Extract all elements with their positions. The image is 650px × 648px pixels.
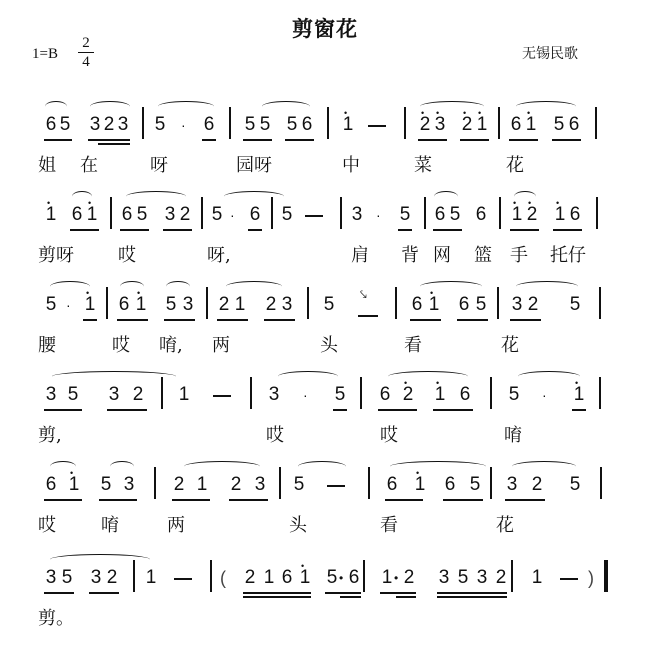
lyric: 哎 — [38, 515, 56, 536]
note: 6 — [203, 114, 215, 135]
note: 6 — [348, 567, 360, 588]
lyric: 肩 — [351, 245, 369, 266]
note: 5 — [457, 567, 469, 588]
time-signature — [78, 34, 94, 71]
note: 1 — [145, 567, 157, 588]
note: 6 — [301, 114, 313, 135]
note: • 1 — [44, 205, 58, 225]
lyric: 腰 — [38, 335, 56, 356]
key-signature: 1=B — [32, 46, 58, 62]
lyric: 剪。 — [38, 608, 74, 629]
lyric: 哎 — [118, 245, 136, 266]
note: 2 — [403, 567, 415, 588]
note: 6 — [458, 294, 470, 315]
note: 6 — [475, 204, 487, 225]
lyric: 花 — [506, 155, 524, 176]
note: 6 — [281, 567, 293, 588]
lyric: 网 — [433, 245, 451, 266]
note: 3 — [123, 474, 135, 495]
lyric: 剪呀 — [38, 245, 74, 266]
note: 6 — [249, 204, 261, 225]
note: 6 — [411, 294, 423, 315]
note: 5 — [154, 114, 166, 135]
lyric: 手 — [510, 245, 528, 266]
note: • 1 — [427, 295, 441, 315]
lyric: 头 — [289, 515, 307, 536]
note: • 1 — [67, 475, 81, 495]
note: • 1 — [134, 295, 148, 315]
note: 1 — [263, 567, 275, 588]
note: 6 — [459, 384, 471, 405]
lyric: 唷 — [101, 515, 119, 536]
note: 5 — [553, 114, 565, 135]
note: 3 — [108, 384, 120, 405]
note: • 3 — [433, 115, 447, 135]
lyric: 篮 — [474, 245, 492, 266]
lyric: 托仔 — [550, 245, 586, 266]
note: 6 — [45, 474, 57, 495]
repeat-close-paren: ) — [588, 568, 594, 588]
note: 2 — [527, 294, 539, 315]
note: 1 — [381, 567, 393, 588]
note: 1 — [196, 474, 208, 495]
note: 5 — [165, 294, 177, 315]
note: • 1 — [433, 385, 447, 405]
note: 2 — [495, 567, 507, 588]
note: 5 — [59, 114, 71, 135]
note: • 1 — [475, 115, 489, 135]
note: 1 — [234, 294, 246, 315]
note: 2 — [218, 294, 230, 315]
note: • 1 — [341, 115, 355, 135]
note: 3 — [268, 384, 280, 405]
note: 2 — [230, 474, 242, 495]
note: 5 — [508, 384, 520, 405]
score-system-4: 3 5 3 2 1 3 · 5 6 • 2 • 1 6 5 · • 1 剪, 哎 哎 唷 — [0, 385, 650, 465]
note: 6 — [568, 114, 580, 135]
note: 2 — [179, 204, 191, 225]
note: 2 — [173, 474, 185, 495]
note: 6 — [379, 384, 391, 405]
lyric: 唷 — [504, 425, 522, 446]
note: • 1 — [553, 205, 567, 225]
note: 5 — [334, 384, 346, 405]
lyric: 看 — [380, 515, 398, 536]
note: • 1 — [83, 295, 97, 315]
note: 6 — [45, 114, 57, 135]
note: 1 — [531, 567, 543, 588]
note: 3 — [281, 294, 293, 315]
lyric: 在 — [80, 155, 98, 176]
note: • 1 — [413, 475, 427, 495]
note: • 2 — [525, 205, 539, 225]
song-title: 剪窗花 — [292, 17, 358, 41]
note: 3 — [45, 567, 57, 588]
note: 5 — [286, 114, 298, 135]
note: 3 — [89, 114, 101, 135]
lyric: 园呀 — [236, 155, 272, 176]
time-denominator: 4 — [78, 52, 94, 71]
note: 6 — [569, 204, 581, 225]
lyric: 两 — [212, 335, 230, 356]
note: 5 — [475, 294, 487, 315]
note: 3 — [351, 204, 363, 225]
note: 6 — [444, 474, 456, 495]
note: 5 — [293, 474, 305, 495]
lyric: 唷, — [159, 335, 183, 356]
note: 5 — [136, 204, 148, 225]
note: • 1 — [298, 568, 312, 588]
note: • 2 — [401, 385, 415, 405]
lyric: 花 — [501, 335, 519, 356]
note: 3 — [506, 474, 518, 495]
note: 5 — [281, 204, 293, 225]
lyric: 哎 — [112, 335, 130, 356]
note: 5 — [326, 567, 338, 588]
lyric: 哎 — [380, 425, 398, 446]
note: • 1 — [510, 205, 524, 225]
lyric: 中 — [342, 155, 360, 176]
note: 3 — [90, 567, 102, 588]
note: 2 — [265, 294, 277, 315]
lyric: 头 — [320, 335, 338, 356]
repeat-open-paren: ( — [220, 568, 226, 588]
lyric: 背 — [401, 245, 419, 266]
note: 3 — [476, 567, 488, 588]
note: 1 — [178, 384, 190, 405]
note: 3 — [254, 474, 266, 495]
note: 3 — [438, 567, 450, 588]
lyric: 看 — [404, 335, 422, 356]
note: 6 — [386, 474, 398, 495]
note: 3 — [117, 114, 129, 135]
glissando-mark-icon: ⤥ — [360, 287, 367, 301]
lyric: 呀 — [150, 155, 168, 176]
note: 2 — [531, 474, 543, 495]
score-system-1: 6 5 3 2 3 5 · 6 5 5 5 6 • 1 • 2 • 3 • 2 • 1 6 • 1 5 6 姐 在 呀 园呀 中 菜 花 — [0, 115, 650, 195]
note: 5 — [569, 294, 581, 315]
note: 5 — [259, 114, 271, 135]
note: 5 — [211, 204, 223, 225]
note: 5 — [244, 114, 256, 135]
note: 5 — [323, 294, 335, 315]
note: 3 — [511, 294, 523, 315]
note: 6 — [510, 114, 522, 135]
note: 6 — [71, 204, 83, 225]
lyric: 姐 — [38, 155, 56, 176]
note: 5 — [449, 204, 461, 225]
note: 5 — [67, 384, 79, 405]
lyric: 剪, — [38, 425, 62, 446]
note: 2 — [103, 114, 115, 135]
lyric: 呀, — [207, 245, 231, 266]
note: 5 — [100, 474, 112, 495]
note: 5 — [469, 474, 481, 495]
score-system-6: 3 5 3 2 1 ( 2 1 6 • 1 5 • 6 1 • 2 3 5 3 2 1 ) 剪。 — [0, 568, 650, 648]
score-system-2: • 1 6 • 1 6 5 3 2 5 · 6 5 3 · 5 6 5 6 • 1 • 2 • 1 6 剪呀 哎 呀, 肩 背 网 篮 手 托仔 — [0, 205, 650, 285]
lyric: 哎 — [266, 425, 284, 446]
note: 6 — [118, 294, 130, 315]
note: 3 — [164, 204, 176, 225]
note: 6 — [434, 204, 446, 225]
note: 3 — [182, 294, 194, 315]
note: • 2 — [460, 115, 474, 135]
note: 2 — [132, 384, 144, 405]
note: 2 — [244, 567, 256, 588]
note: • 2 — [418, 115, 432, 135]
score-system-5 — [0, 475, 650, 555]
note: 5 — [61, 567, 73, 588]
note: • 1 — [572, 385, 586, 405]
note: 3 — [45, 384, 57, 405]
note: 5 — [399, 204, 411, 225]
time-numerator: 2 — [82, 35, 90, 51]
note: 6 — [121, 204, 133, 225]
song-origin: 无锡民歌 — [522, 46, 578, 62]
note: • 1 — [524, 115, 538, 135]
lyric: 两 — [167, 515, 185, 536]
note: • 1 — [85, 205, 99, 225]
lyric: 菜 — [414, 155, 432, 176]
note: 2 — [106, 567, 118, 588]
note: 5 — [569, 474, 581, 495]
lyric: 花 — [496, 515, 514, 536]
note: 5 — [45, 294, 57, 315]
score-system-3: 5 · • 1 6 • 1 5 3 2 1 2 3 5 ⤥ 6 • 1 6 5 3 2 5 腰 哎 唷, 两 头 看 花 — [0, 295, 650, 375]
